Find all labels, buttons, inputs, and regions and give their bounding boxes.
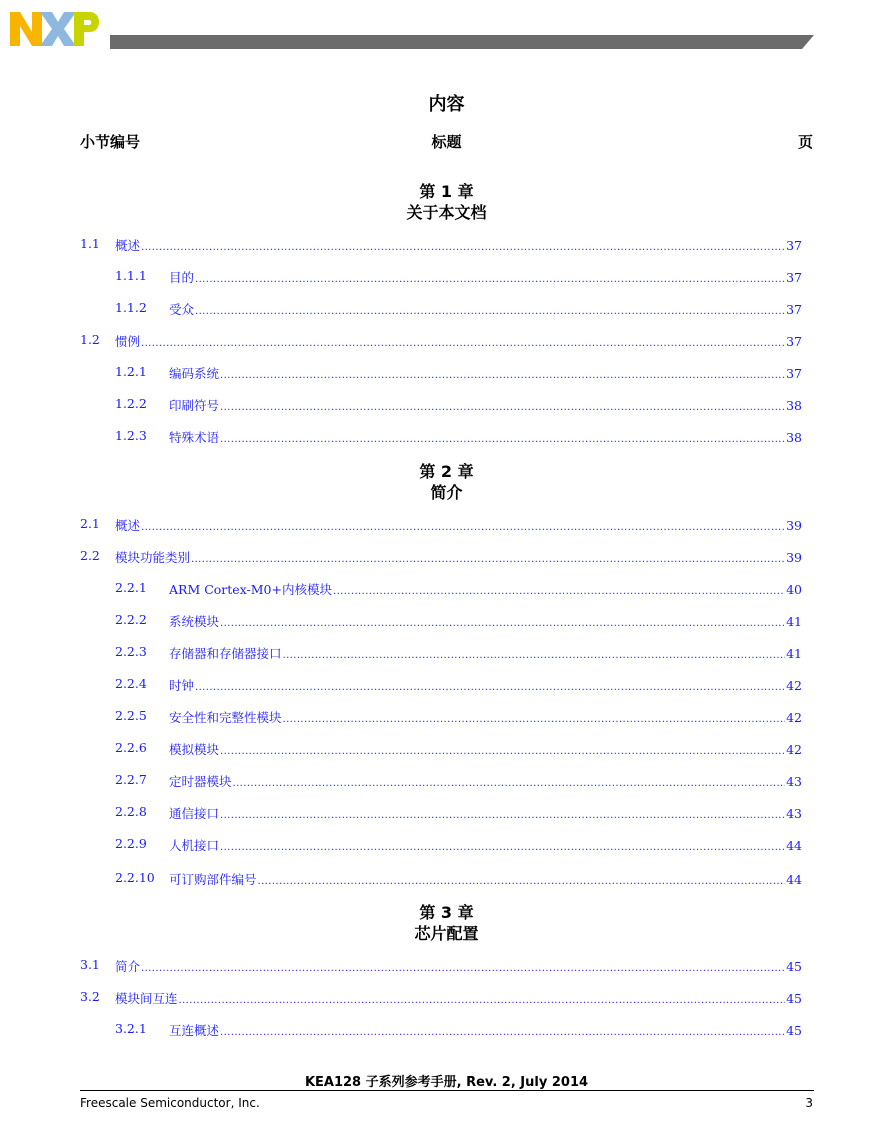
toc-entry[interactable]: [0, 804, 893, 822]
toc-entry[interactable]: [0, 236, 893, 254]
toc-entry-title[interactable]: 惯例: [115, 334, 141, 349]
toc-leader-dots: [141, 959, 785, 974]
chapter-number: 第 1 章: [419, 182, 474, 201]
column-header-page: 页: [797, 133, 813, 151]
toc-entry-title[interactable]: 通信接口: [169, 806, 220, 821]
toc-entry-number[interactable]: 1.2.2: [115, 396, 147, 411]
toc-leader-dots: [258, 872, 786, 887]
toc-entry[interactable]: [0, 870, 893, 888]
toc-entry-page[interactable]: 44: [786, 838, 802, 853]
toc-entry-title[interactable]: 概述: [115, 518, 141, 533]
toc-entry-number[interactable]: 1.2.1: [115, 364, 147, 379]
toc-entry-title[interactable]: ARM Cortex-M0+内核模块: [169, 582, 332, 597]
header-bar: [110, 35, 814, 49]
toc-leader-dots: [333, 582, 785, 597]
toc-entry-number[interactable]: 3.2.1: [115, 1021, 147, 1036]
toc-entry-title[interactable]: 定时器模块: [169, 774, 232, 789]
toc-entry[interactable]: [0, 300, 893, 318]
toc-entry-page[interactable]: 45: [786, 959, 802, 974]
toc-entry-title[interactable]: 概述: [115, 238, 141, 253]
toc-entry-number[interactable]: 2.2.10: [115, 870, 155, 885]
toc-entry-title[interactable]: 系统模块: [169, 614, 220, 629]
nxp-logo: [10, 12, 102, 46]
toc-entry-number[interactable]: 3.2: [80, 989, 100, 1004]
toc-entry-page[interactable]: 37: [786, 366, 802, 381]
toc-entry-title[interactable]: 简介: [115, 959, 141, 974]
toc-entry[interactable]: [0, 548, 893, 566]
toc-entry-page[interactable]: 41: [786, 614, 802, 629]
toc-entry-page[interactable]: 37: [786, 238, 802, 253]
toc-entry[interactable]: [0, 676, 893, 694]
toc-entry-title[interactable]: 人机接口: [169, 838, 220, 853]
toc-entry-page[interactable]: 42: [786, 678, 802, 693]
toc-entry-number[interactable]: 2.2.8: [115, 804, 147, 819]
toc-leader-dots: [220, 366, 785, 381]
chapter-number: 第 3 章: [419, 903, 474, 922]
chapter-heading: [0, 461, 893, 503]
toc-entry-number[interactable]: 2.1: [80, 516, 100, 531]
toc-leader-dots: [220, 398, 785, 413]
toc-entry-page[interactable]: 39: [786, 550, 802, 565]
chapter-number: 第 2 章: [419, 462, 474, 481]
toc-entry[interactable]: [0, 428, 893, 446]
chapter-title: 芯片配置: [414, 924, 479, 943]
toc-entry-number[interactable]: 2.2.4: [115, 676, 147, 691]
toc-entry-title[interactable]: 受众: [169, 302, 195, 317]
toc-entry-title[interactable]: 模块间互连: [115, 991, 178, 1006]
toc-entry-page[interactable]: 37: [786, 270, 802, 285]
toc-entry-number[interactable]: 2.2.6: [115, 740, 147, 755]
chapter-title: 关于本文档: [406, 203, 487, 222]
toc-entry-page[interactable]: 37: [786, 334, 802, 349]
toc-entry-page[interactable]: 40: [786, 582, 802, 597]
footer-divider: [80, 1090, 814, 1091]
footer-doc-title: KEA128 子系列参考手册, Rev. 2, July 2014: [304, 1075, 589, 1090]
toc-entry[interactable]: [0, 580, 893, 598]
chapter-title: 简介: [430, 483, 463, 502]
toc-entry-page[interactable]: 43: [786, 806, 802, 821]
toc-entry[interactable]: [0, 708, 893, 726]
toc-entry[interactable]: [0, 957, 893, 975]
toc-leader-dots: [220, 806, 785, 821]
toc-entry[interactable]: [0, 516, 893, 534]
toc-entry-title[interactable]: 印刷符号: [169, 398, 220, 413]
toc-entry-title[interactable]: 目的: [169, 270, 195, 285]
toc-entry-title[interactable]: 时钟: [169, 678, 195, 693]
toc-entry-number[interactable]: 2.2.2: [115, 612, 147, 627]
toc-leader-dots: [220, 742, 785, 757]
toc-entry[interactable]: [0, 612, 893, 630]
toc-entry[interactable]: [0, 396, 893, 414]
toc-leader-dots: [233, 774, 786, 789]
toc-entry[interactable]: [0, 644, 893, 662]
toc-leader-dots: [179, 991, 786, 1006]
toc-entry-number[interactable]: 1.2.3: [115, 428, 147, 443]
toc-entry-number[interactable]: 2.2.1: [115, 580, 147, 595]
toc-entry-title[interactable]: 模拟模块: [169, 742, 220, 757]
toc-entry-page[interactable]: 38: [786, 398, 802, 413]
toc-entry[interactable]: [0, 268, 893, 286]
chapter-heading: [0, 181, 893, 223]
toc-entry-title[interactable]: 特殊术语: [169, 430, 220, 445]
toc-entry-title[interactable]: 互连概述: [169, 1023, 220, 1038]
toc-entry-number[interactable]: 1.1.1: [115, 268, 147, 283]
toc-entry-number[interactable]: 2.2.9: [115, 836, 147, 851]
toc-leader-dots: [283, 646, 786, 661]
toc-leader-dots: [195, 678, 785, 693]
toc-entry-page[interactable]: 38: [786, 430, 802, 445]
toc-entry-number[interactable]: 1.1.2: [115, 300, 147, 315]
toc-entry[interactable]: [0, 836, 893, 854]
toc-leader-dots: [283, 710, 786, 725]
toc-entry[interactable]: [0, 364, 893, 382]
toc-leader-dots: [195, 270, 785, 285]
toc-entry-title[interactable]: 可订购部件编号: [169, 872, 257, 887]
toc-entry-number[interactable]: 3.1: [80, 957, 100, 972]
toc-entry-title[interactable]: 编码系统: [169, 366, 220, 381]
toc-leader-dots: [220, 1023, 785, 1038]
toc-leader-dots: [141, 238, 785, 253]
toc-entry-page[interactable]: 42: [786, 710, 802, 725]
toc-leader-dots: [191, 550, 785, 565]
toc-entry-number[interactable]: 2.2.5: [115, 708, 147, 723]
toc-entry-number[interactable]: 1.1: [80, 236, 100, 251]
toc-entry[interactable]: [0, 332, 893, 350]
column-header-title: 标题: [431, 133, 462, 151]
footer-page-number: 3: [805, 1096, 813, 1110]
toc-entry-number[interactable]: 2.2.3: [115, 644, 147, 659]
toc-entry-page[interactable]: 41: [786, 646, 802, 661]
toc-entry-page[interactable]: 44: [786, 872, 802, 887]
toc-leader-dots: [220, 614, 785, 629]
toc-entry-title[interactable]: 安全性和完整性模块: [169, 710, 282, 725]
toc-entry-number[interactable]: 2.2: [80, 548, 100, 563]
toc-entry-page[interactable]: 42: [786, 742, 802, 757]
toc-entry-page[interactable]: 45: [786, 991, 802, 1006]
footer-company: Freescale Semiconductor, Inc.: [80, 1096, 260, 1110]
toc-leader-dots: [195, 302, 785, 317]
toc-leader-dots: [220, 430, 785, 445]
toc-entry-page[interactable]: 43: [786, 774, 802, 789]
toc-leader-dots: [141, 334, 785, 349]
column-header-section: 小节编号: [80, 133, 141, 151]
toc-entry[interactable]: [0, 989, 893, 1007]
toc-entry-title[interactable]: 模块功能类别: [115, 550, 191, 565]
toc-leader-dots: [220, 838, 785, 853]
chapter-heading: [0, 902, 893, 944]
toc-entry-number[interactable]: 2.2.7: [115, 772, 147, 787]
toc-leader-dots: [141, 518, 785, 533]
toc-entry-page[interactable]: 37: [786, 302, 802, 317]
toc-entry-page[interactable]: 39: [786, 518, 802, 533]
toc-entry[interactable]: [0, 740, 893, 758]
toc-entry-title[interactable]: 存储器和存储器接口: [169, 646, 282, 661]
toc-entry[interactable]: [0, 1021, 893, 1039]
toc-entry-number[interactable]: 1.2: [80, 332, 100, 347]
toc-entry[interactable]: [0, 772, 893, 790]
toc-entry-page[interactable]: 45: [786, 1023, 802, 1038]
page-title: 内容: [428, 94, 465, 115]
